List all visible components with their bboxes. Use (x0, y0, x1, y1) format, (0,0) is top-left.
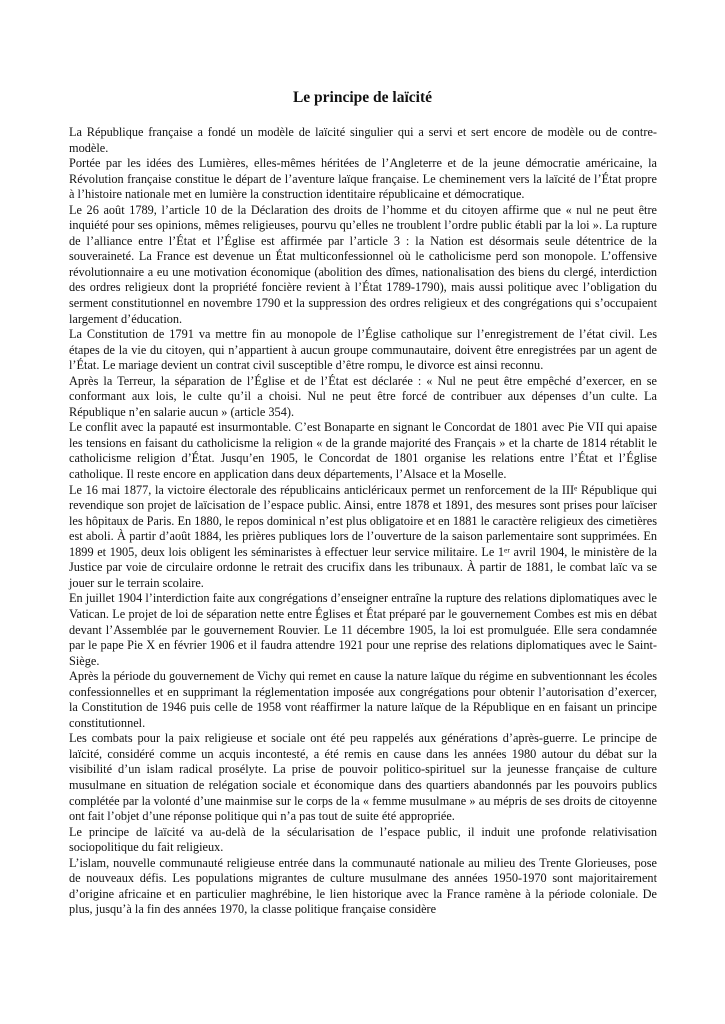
paragraph: L’islam, nouvelle communauté religieuse entrée dans la communauté nationale au milieu des Trente Glorieuses, pose de nouveaux défis. Les populations migrantes de culture musulmane des années 1950-1970 sont majoritairement d’origine africaine et en particulier maghrébine, le lien historique avec la France ramène à la période coloniale. De plus, jusqu’à la fin des années 1970, la classe politique française considère (69, 855, 657, 917)
paragraph: La République française a fondé un modèle de laïcité singulier qui a servi et sert encore de modèle ou de contre-modèle. (69, 125, 657, 155)
paragraph: Après la période du gouvernement de Vichy qui remet en cause la nature laïque du régime en subventionnant les écoles confessionnelles et en supprimant la réglementation imposée aux congrégations pour obtenir l’autorisation d’exercer, la Constitution de 1946 puis celle de 1958 vont réaffirmer la nature laïque de la République en en faisant un principe constitutionnel. (69, 669, 657, 730)
paragraph: Après la Terreur, la séparation de l’Église et de l’État est déclarée : « Nul ne peut être empêché d’exercer, en se conformant aux lois, le culte qu’il a choisi. Nul ne peut être forcé de contribuer aux dépenses d’un culte. La République n’en salarie aucun » (article 354). (69, 373, 657, 419)
paragraph: Les combats pour la paix religieuse et sociale ont été peu rappelés aux générations d’après-guerre. Le principe de laïcité, considéré comme un acquis incontesté, a été remis en cause dans les années 1980 autour du débat sur la visibilité d’un islam radical prosélyte. La prise de pouvoir politico-spirituel sur la jeunesse française de culture musulmane en situation de relégation sociale et économique dans des quartiers abandonnés par les pouvoirs publics complétée par la volonté d’une mainmise sur le corps de la « femme musulmane » au mépris de ses droits de citoyenne ont fait l’objet d’une réponse politique qui n’a pas tout de suite été appropriée. (69, 731, 657, 824)
document-title: Le principe de laïcité (292, 89, 433, 106)
document-body (69, 125, 657, 918)
paragraph: Le conflit avec la papauté est insurmontable. C’est Bonaparte en signant le Concordat de 1801 avec Pie VII qui apaise les tensions en faisant du catholicisme la religion « de la grande majorité des Français » et la charte de 1814 rétablit le catholicisme religion d’État. Jusqu’en 1905, le Concordat de 1801 organise les relations entre l’État et l’Église catholique. Il reste encore en application dans deux départements, l’Alsace et la Moselle. (69, 420, 657, 482)
paragraph: Portée par les idées des Lumières, elles-mêmes héritées de l’Angleterre et de la jeune démocratie américaine, la Révolution française constitue le départ de l’aventure laïque française. Le cheminement vers la laïcité de l’État propre à l’histoire nationale met en lumière la construction identitaire républicaine et démocratique. (69, 156, 657, 202)
paragraph: Le 16 mai 1877, la victoire électorale des républicains anticléricaux permet un renforcement de la IIIᵉ République qui revendique son projet de laïcisation de l’espace public. Ainsi, entre 1878 et 1891, des mesures sont prises pour laïciser les hôpitaux de Paris. En 1880, le repos dominical n’est plus obligatoire et en 1881 le caractère religieux des cimetières est aboli. À partir d’août 1884, les prières publiques lors de l’ouverture de la saison parlementaire sont supprimées. En 1899 et 1905, deux lois obligent les séminaristes à effectuer leur service militaire. Le 1ᵉʳ avril 1904, le ministère de la Justice par voie de circulaire ordonne le retrait des crucifix dans les tribunaux. À partir de 1881, le combat laïc va se jouer sur le terrain scolaire. (69, 482, 657, 590)
paragraph: Le principe de laïcité va au-delà de la sécularisation de l’espace public, il induit une profonde relativisation sociopolitique du fait religieux. (69, 824, 657, 855)
paragraph: Le 26 août 1789, l’article 10 de la Déclaration des droits de l’homme et du citoyen affirme que « nul ne peut être inquiété pour ses opinions, mêmes religieuses, pourvu qu’elles ne troublent l’ordre public établi par la loi ». La rupture de l’alliance entre l’État et l’Église est affirmée par l’article 3 : la Nation est désormais seule détentrice de la souveraineté. La France est devenue un État multiconfessionnel où le catholicisme perd son monopole. L’offensive révolutionnaire a eu une motivation économique (abolition des dîmes, nationalisation des biens du clergé, interdiction des ordres religieux dont la propriété foncière revient à l’État 1789-1790), mais aussi politique avec l’obligation du serment constitutionnel en novembre 1790 et la suppression des ordres religieux et des congrégations qui s’occupaient largement d’éducation. (69, 202, 657, 326)
paragraph: La Constitution de 1791 va mettre fin au monopole de l’Église catholique sur l’enregistrement de l’état civil. Les étapes de la vie du citoyen, qui n’appartient à aucun groupe communautaire, doivent être enregistrées par un agent de l’État. Le mariage devient un contrat civil susceptible d’être rompu, le divorce est ainsi reconnu. (69, 327, 657, 373)
paragraph: En juillet 1904 l’interdiction faite aux congrégations d’enseigner entraîne la rupture des relations diplomatiques avec le Vatican. Le projet de loi de séparation nette entre Églises et État préparé par le gouvernement Combes est mis en débat devant l’Assemblée par le gouvernement Rouvier. Le 11 décembre 1905, la loi est promulguée. Elle sera condamnée par le pape Pie X en février 1906 et il faudra attendre 1921 pour une reprise des relations diplomatiques avec le Saint-Siège. (69, 591, 657, 668)
